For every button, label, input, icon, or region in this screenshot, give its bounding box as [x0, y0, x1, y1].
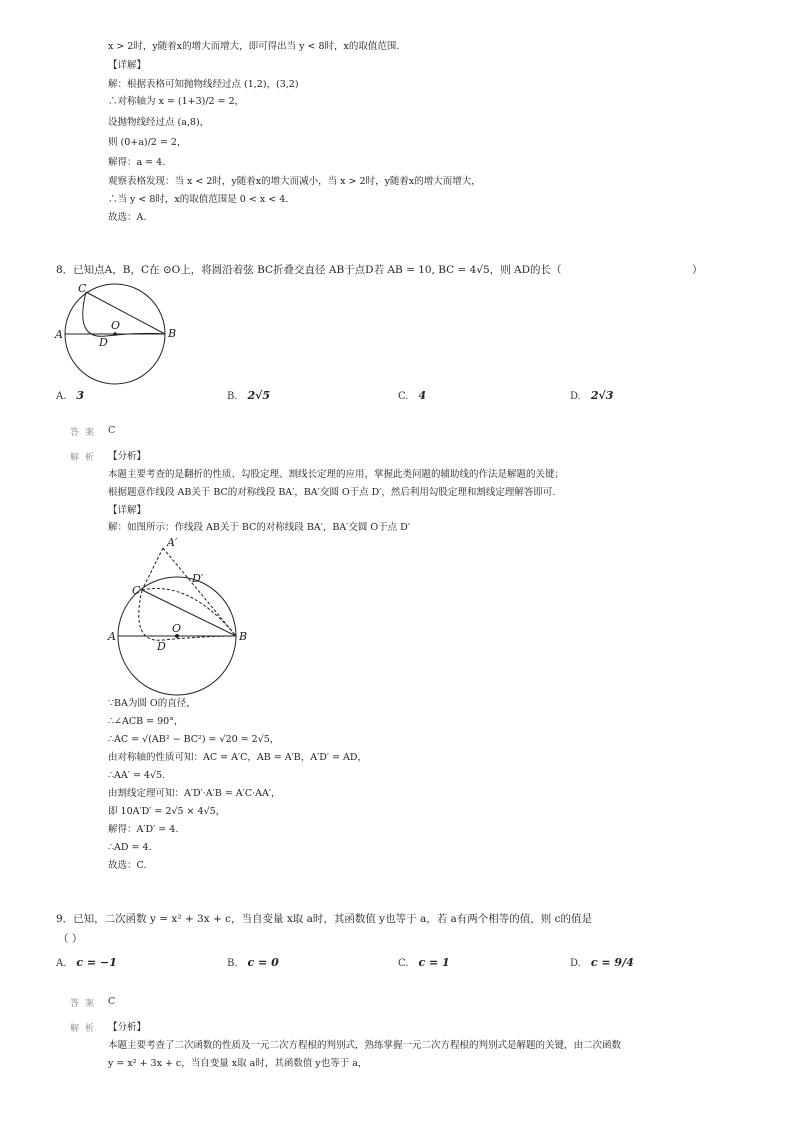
text-line: x > 2时，y随着x的增大而增大，即可得出当 y < 8时，x的取值范围. [108, 41, 400, 52]
option-label: C. [398, 958, 409, 969]
text-line: ∴AD = 4. [108, 842, 152, 853]
label-B: B [168, 327, 177, 340]
option-b[interactable] [227, 389, 270, 402]
text-line: ∵BA为圆 O的直径， [108, 698, 196, 709]
text-line: y = x² + 3x + c，当自变量 x取 a时，其函数值 y也等于 a， [108, 1058, 368, 1069]
label-D: D [99, 336, 108, 349]
label-A: A [108, 630, 116, 643]
option-value: 2√3 [590, 389, 614, 402]
option-value: c = 9/4 [590, 956, 634, 969]
text-line: 本题主要考查了二次函数的性质及一元二次方程根的判别式，熟练掌握一元二次方程根的判别式是解题的关键，由二次函数 [108, 1040, 622, 1051]
option-value: c = 0 [247, 956, 279, 969]
question-8-stem: 8．已知点A，B，C在 ⊙O上，将圆沿着弦 BC折叠交直径 AB于点D若 AB = 10, BC = 4√5，则 AD的长（ [56, 264, 562, 276]
text-line: 由割线定理可知：A′D′·A′B = A′C·AA′， [108, 788, 281, 799]
text-line: 观察表格发现：当 x < 2时，y随着x的增大而减小，当 x > 2时，y随着x的增大而增大， [108, 176, 481, 187]
text-line: 故选：C. [108, 860, 147, 871]
text-line: 解得：A′D′ = 4. [108, 824, 179, 835]
option-label: C. [398, 391, 409, 402]
question-8-paren-close: ） [692, 264, 703, 276]
option-label: A. [56, 958, 67, 969]
option-c[interactable] [398, 389, 426, 402]
option-d[interactable] [570, 389, 613, 402]
text-line: 【详解】 [108, 60, 147, 71]
label-O: O [172, 622, 182, 635]
label-O: O [111, 319, 121, 332]
option-label: D. [570, 958, 581, 969]
label-A-prime: A′ [167, 536, 178, 549]
option-label: A. [56, 391, 67, 402]
figure-q8 [54, 282, 184, 352]
question-9-paren: （ ） [58, 933, 83, 945]
option-a[interactable] [56, 389, 84, 402]
label-D-prime: D′ [192, 572, 204, 585]
text-line: 本题主要考查的是翻折的性质、勾股定理、割线长定理的应用，掌握此类问题的辅助线的作法是解题的关键； [108, 469, 565, 480]
answer-tag: 答案 [70, 428, 101, 438]
text-line: 则 (0+a)/2 = 2， [108, 137, 187, 148]
option-b[interactable] [227, 956, 279, 969]
figure-q8-solution [108, 536, 258, 686]
text-line: ∴当 y < 8时，x的取值范围是 0 < x < 4. [108, 194, 289, 205]
option-c[interactable] [398, 956, 450, 969]
analysis-tag: 解析 [70, 1024, 101, 1034]
text-line: 根据题意作线段 AB关于 BC的对称线段 BA′，BA′交圆 O于点 D′，然后利用勾股定理和割线定理解答即可. [108, 487, 556, 498]
option-value: c = −1 [76, 956, 117, 969]
option-label: B. [227, 958, 238, 969]
answer-value: C [108, 996, 116, 1007]
answer-tag: 答案 [70, 999, 101, 1009]
question-9-stem: 9．已知，二次函数 y = x² + 3x + c，当自变量 x取 a时，其函数值 y也等于 a，若 a有两个相等的值，则 c的值是 [56, 913, 593, 925]
option-value: 3 [76, 389, 85, 402]
option-value: 2√5 [247, 389, 271, 402]
text-line: 解：如图所示：作线段 AB关于 BC的对称线段 BA′，BA′交圆 O于点 D′ [108, 522, 410, 533]
text-line: ∴AA′ = 4√5. [108, 770, 166, 781]
option-d[interactable] [570, 956, 634, 969]
label-C: C [132, 584, 141, 597]
text-line: 由对称轴的性质可知：AC = A′C，AB = A′B，A′D′ = AD， [108, 752, 368, 763]
label-A: A [55, 328, 63, 341]
text-line: ∴∠ACB = 90°， [108, 716, 184, 727]
text-line: 【分析】 [108, 451, 147, 462]
option-label: D. [570, 391, 581, 402]
text-line: 解：根据表格可知抛物线经过点 (1,2)，(3,2) [108, 79, 299, 90]
option-value: c = 1 [418, 956, 450, 969]
option-label: B. [227, 391, 238, 402]
text-line: 【详解】 [108, 505, 147, 516]
label-C: C [78, 282, 87, 295]
text-line: ∴对称轴为 x = (1+3)/2 = 2， [108, 96, 245, 107]
label-B: B [239, 630, 248, 643]
text-line: 设抛物线经过点 (a,8)， [108, 117, 210, 128]
text-line: 故选：A. [108, 212, 147, 223]
answer-value: C [108, 425, 116, 436]
text-line: 即 10A′D′ = 2√5 × 4√5， [108, 806, 226, 817]
text-line: 解得：a = 4. [108, 157, 166, 168]
text-line: ∴AC = √(AB² − BC²) = √20 = 2√5， [108, 734, 280, 745]
analysis-tag: 解析 [70, 453, 101, 463]
label-D: D [157, 640, 166, 653]
text-line: 【分析】 [108, 1022, 147, 1033]
option-value: 4 [418, 389, 427, 402]
option-a[interactable] [56, 956, 117, 969]
